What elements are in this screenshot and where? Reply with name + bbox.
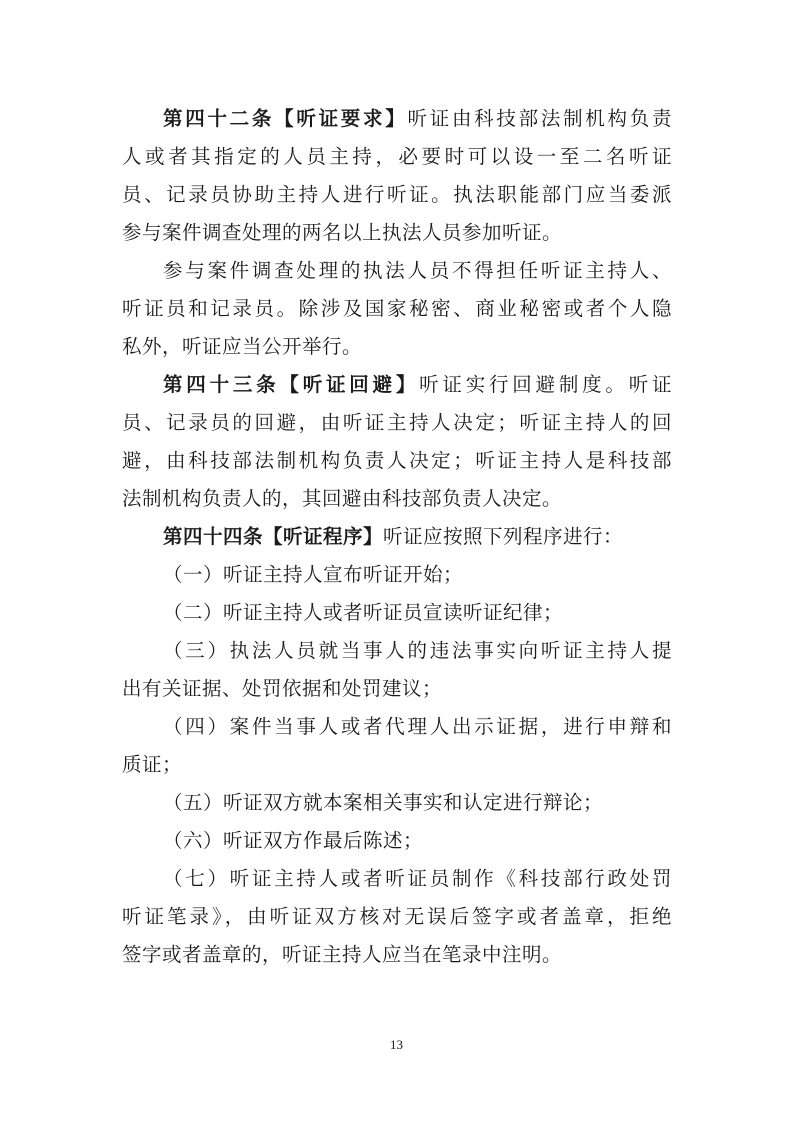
- article-42-line-1: [122, 100, 672, 138]
- article-44-text: 听证应按照下列程序进行：: [383, 525, 624, 548]
- article-42-line-4: 参与案件调查处理的两名以上执法人员参加听证。: [122, 221, 563, 244]
- article-43-text: 听证实行回避制度。听证: [419, 373, 672, 396]
- article-43-heading: 第四十三条【听证回避】: [163, 373, 420, 396]
- procedure-item-1: （一）听证主持人宣布听证开始；: [163, 563, 464, 586]
- procedure-item-3-line-2: 出有关证据、处罚依据和处罚建议；: [122, 677, 443, 700]
- article-42-line-2: 人或者其指定的人员主持，必要时可以设一至二名听证: [122, 145, 672, 168]
- procedure-item-2: （二）听证主持人或者听证员宣读听证纪律；: [163, 601, 564, 624]
- procedure-item-6: （六）听证双方作最后陈述；: [163, 829, 424, 852]
- procedure-item-7-line-3: 签字或者盖章的，听证主持人应当在笔录中注明。: [122, 943, 563, 966]
- article-42-para2-line-1: 参与案件调查处理的执法人员不得担任听证主持人、: [163, 259, 672, 282]
- procedure-item-3-line-1: （三）执法人员就当事人的违法事实向听证主持人提: [163, 639, 672, 662]
- article-44-heading: 第四十四条【听证程序】: [163, 525, 384, 548]
- article-42-line-3: 员、记录员协助主持人进行听证。执法职能部门应当委派: [122, 183, 672, 206]
- article-42-para2-line-2: 听证员和记录员。除涉及国家秘密、商业秘密或者个人隐: [122, 297, 672, 320]
- procedure-item-7-line-1: （七）听证主持人或者听证员制作《科技部行政处罚: [163, 867, 672, 890]
- procedure-item-5: （五）听证双方就本案相关事实和认定进行辩论；: [163, 791, 604, 814]
- article-43-line-1: [122, 366, 672, 404]
- procedure-item-4-line-2: 质证；: [122, 753, 183, 776]
- article-42-text: 听证由科技部法制机构负责: [407, 107, 672, 130]
- article-43-line-3: 避，由科技部法制机构负责人决定；听证主持人是科技部: [122, 449, 672, 472]
- article-43-line-2: 员、记录员的回避，由听证主持人决定；听证主持人的回: [122, 411, 672, 434]
- article-44-line-1: [122, 518, 672, 556]
- procedure-item-7-line-2: 听证笔录》，由听证双方核对无误后签字或者盖章，拒绝: [122, 905, 672, 928]
- procedure-item-4-line-1: （四）案件当事人或者代理人出示证据，进行申辩和: [163, 715, 672, 738]
- article-42-heading: 第四十二条【听证要求】: [163, 107, 408, 130]
- document-body: [122, 100, 672, 974]
- article-42-para2-line-3: 私外，听证应当公开举行。: [122, 335, 363, 358]
- page-number: 13: [390, 1037, 403, 1052]
- article-43-line-4: 法制机构负责人的，其回避由科技部负责人决定。: [122, 487, 563, 510]
